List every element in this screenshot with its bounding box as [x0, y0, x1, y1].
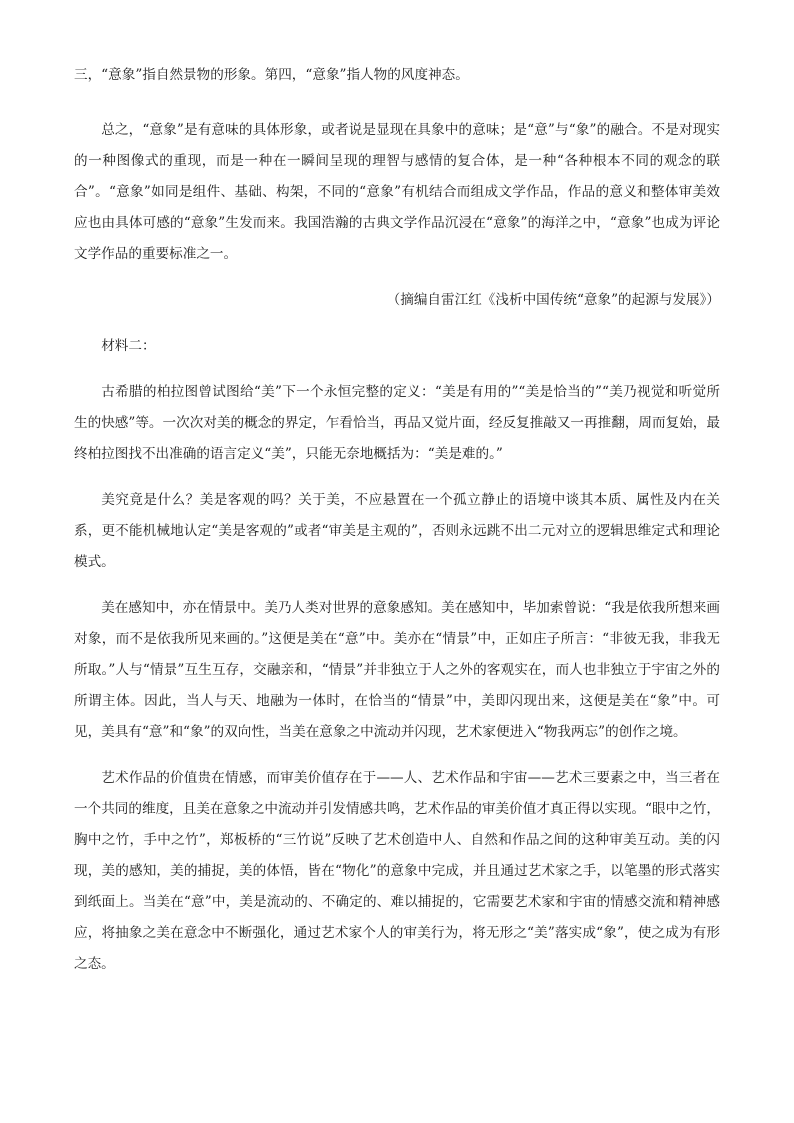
paragraph-perception: 美在感知中，亦在情景中。美乃人类对世界的意象感知。美在感知中，毕加索曾说：“我是依我所想来画对象，而不是依我所见来画的。”这便是美在“意”中。美亦在“情景”中，正如庄子所言：“非彼无我，非我无所取。”人与“情景”互生互存，交融亲和，“情景”并非独立于人之外的客观实在，而人也非独立于宇宙之外的所谓主体。因此，当人与天、地融为一体时，在恰当的“情景”中，美即闪现出来，这便是美在“象”中。可见，美具有“意”和“象”的双向性，当美在意象之中流动并闪现，艺术家便进入“物我两忘”的创作之境。: [74, 600, 720, 740]
section-heading-material-two: 材料二：: [101, 338, 156, 354]
paragraph-what-is-beauty: 美究竟是什么？美是客观的吗？关于美，不应悬置在一个孤立静止的语境中谈其本质、属性及内在关系，更不能机械地认定“美是客观的”或者“审美是主观的”，否则永远跳不出二元对立的逻辑思维定式和理论模式。: [74, 492, 720, 570]
paragraph-summary: 总之，“意象”是有意味的具体形象，或者说是显现在具象中的意味；是“意”与“象”的融合。不是对现实的一种图像式的重现，而是一种在一瞬间呈现的理智与感情的复合体，是一种“各种根本不同的观念的联合”。“意象”如同是组件、基础、构架，不同的“意象”有机结合而组成文学作品，作品的意义和整体审美效应也由具体可感的“意象”生发而来。我国浩瀚的古典文学作品沉浸在“意象”的海洋之中，“意象”也成为评论文学作品的重要标准之一。: [74, 122, 720, 262]
source-citation: （摘编自雷江红《浅析中国传统“意象”的起源与发展》）: [386, 292, 720, 308]
paragraph-plato: 古希腊的柏拉图曾试图给“美”下一个永恒完整的定义：“美是有用的”“美是恰当的”“美乃视觉和听觉所生的快感”等。一次次对美的概念的界定，乍看恰当，再品又觉片面，经反复推敲又一再推翻，周而复始，最终柏拉图找不出准确的语言定义“美”，只能无奈地概括为：“美是难的。”: [74, 384, 720, 462]
document-body: [74, 60, 720, 980]
paragraph-continuation: 三，“意象”指自然景物的形象。第四，“意象”指人物的风度神态。: [74, 67, 469, 83]
paragraph-artwork-value: 艺术作品的价值贵在情感，而审美价值存在于——人、艺术作品和宇宙——艺术三要素之中，当三者在一个共同的维度，且美在意象之中流动并引发情感共鸣，艺术作品的审美价值才真正得以实现。“眼中之竹，胸中之竹，手中之竹”，郑板桥的“三竹说”反映了艺术创造中人、自然和作品之间的这种审美互动。美的闪现，美的感知，美的捕捉，美的体悟，皆在“物化”的意象中完成，并且通过艺术家之手，以笔墨的形式落实到纸面上。当美在“意”中，美是流动的、不确定的、难以捕捉的，它需要艺术家和宇宙的情感交流和精神感应，将抽象之美在意念中不断强化，通过艺术家个人的审美行为，将无形之“美”落实成“象”，使之成为有形之态。: [74, 770, 720, 972]
